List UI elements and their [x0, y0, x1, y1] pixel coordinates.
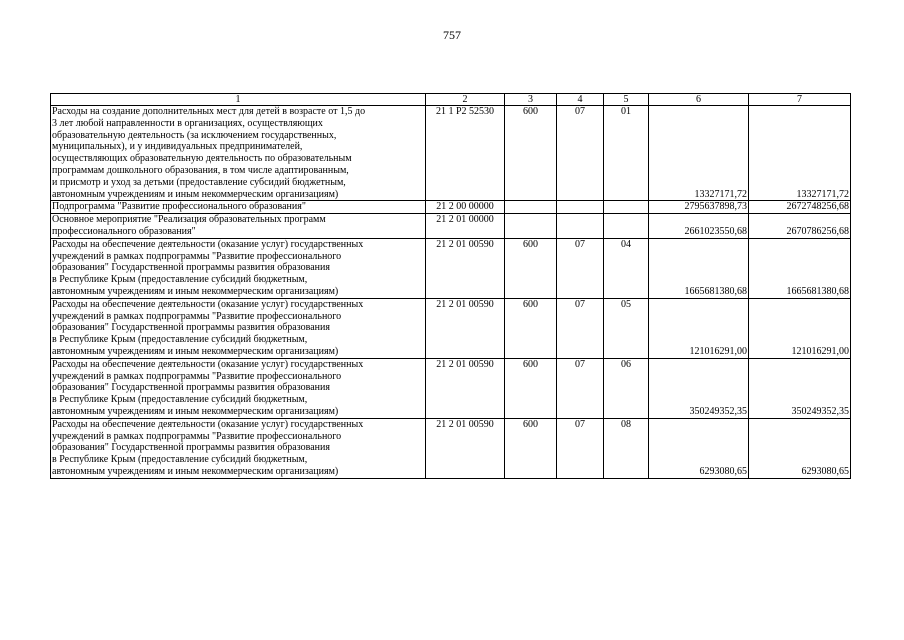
row-subsection: 08	[604, 418, 649, 478]
row-target-code: 21 2 01 00590	[426, 358, 505, 418]
row-description: Расходы на обеспечение деятельности (оказание услуг) государственных учреждений в рамках подпрограммы "Развитие профессионального образования" Государственной программы развития образования в Республике Крым (предоставление субсидий бюджетным, автономным учреждениям и иным некоммерческим организациям)	[51, 418, 426, 478]
budget-table	[50, 93, 851, 479]
row-expense-type: 600	[505, 238, 557, 298]
row-amount-year-1: 2795637898,73	[649, 201, 749, 214]
row-description: Расходы на обеспечение деятельности (оказание услуг) государственных учреждений в рамках подпрограммы "Развитие профессионального образования" Государственной программы развития образования в Республике Крым (предоставление субсидий бюджетным, автономным учреждениям и иным некоммерческим организациям)	[51, 358, 426, 418]
row-subsection	[604, 201, 649, 214]
table-row	[51, 418, 851, 478]
row-amount-year-2: 350249352,35	[749, 358, 851, 418]
row-expense-type	[505, 201, 557, 214]
table-row	[51, 238, 851, 298]
row-amount-year-1: 121016291,00	[649, 298, 749, 358]
row-target-code: 21 2 01 00590	[426, 418, 505, 478]
row-amount-year-1: 1665681380,68	[649, 238, 749, 298]
row-amount-year-1: 6293080,65	[649, 418, 749, 478]
row-description: Подпрограмма "Развитие профессионального образования"	[51, 201, 426, 214]
row-target-code: 21 2 01 00590	[426, 238, 505, 298]
table-row	[51, 214, 851, 239]
row-description: Расходы на обеспечение деятельности (оказание услуг) государственных учреждений в рамках подпрограммы "Развитие профессионального образования" Государственной программы развития образования в Республике Крым (предоставление субсидий бюджетным, автономным учреждениям и иным некоммерческим организациям)	[51, 238, 426, 298]
table-row	[51, 106, 851, 201]
row-amount-year-1: 350249352,35	[649, 358, 749, 418]
row-description: Основное мероприятие "Реализация образовательных программ профессионального образования"	[51, 214, 426, 239]
column-header: 7	[749, 94, 851, 106]
row-section	[557, 214, 604, 239]
row-description: Расходы на создание дополнительных мест для детей в возрасте от 1,5 до 3 лет любой направленности в организациях, осуществляющих образовательную деятельность (за исключением государственных, муниципальных), и у индивидуальных предпринимателей, осуществляющих образовательную деятельность по образовательным программам дошкольного образования, в том числе адаптированным, и присмотр и уход за детьми (предоставление субсидий бюджетным, автономным учреждениям и иным некоммерческим организациям)	[51, 106, 426, 201]
row-amount-year-2: 1665681380,68	[749, 238, 851, 298]
row-amount-year-1: 13327171,72	[649, 106, 749, 201]
page-number: 757	[443, 28, 461, 42]
row-section: 07	[557, 418, 604, 478]
column-header: 4	[557, 94, 604, 106]
row-section: 07	[557, 298, 604, 358]
row-amount-year-1: 2661023550,68	[649, 214, 749, 239]
row-subsection: 06	[604, 358, 649, 418]
row-expense-type	[505, 214, 557, 239]
row-expense-type: 600	[505, 298, 557, 358]
row-amount-year-2: 2672748256,68	[749, 201, 851, 214]
row-description: Расходы на обеспечение деятельности (оказание услуг) государственных учреждений в рамках подпрограммы "Развитие профессионального образования" Государственной программы развития образования в Республике Крым (предоставление субсидий бюджетным, автономным учреждениям и иным некоммерческим организациям)	[51, 298, 426, 358]
row-subsection: 04	[604, 238, 649, 298]
row-amount-year-2: 2670786256,68	[749, 214, 851, 239]
column-header: 3	[505, 94, 557, 106]
row-subsection: 01	[604, 106, 649, 201]
row-expense-type: 600	[505, 358, 557, 418]
row-target-code: 21 2 01 00000	[426, 214, 505, 239]
row-target-code: 21 2 00 00000	[426, 201, 505, 214]
row-expense-type: 600	[505, 418, 557, 478]
row-subsection	[604, 214, 649, 239]
row-section: 07	[557, 358, 604, 418]
row-target-code: 21 2 01 00590	[426, 298, 505, 358]
row-section: 07	[557, 106, 604, 201]
row-section	[557, 201, 604, 214]
row-amount-year-2: 13327171,72	[749, 106, 851, 201]
row-amount-year-2: 6293080,65	[749, 418, 851, 478]
column-header: 6	[649, 94, 749, 106]
row-amount-year-2: 121016291,00	[749, 298, 851, 358]
column-header: 1	[51, 94, 426, 106]
table-row	[51, 358, 851, 418]
table-body	[51, 94, 851, 479]
row-expense-type: 600	[505, 106, 557, 201]
column-header: 5	[604, 94, 649, 106]
row-subsection: 05	[604, 298, 649, 358]
table-row	[51, 201, 851, 214]
row-section: 07	[557, 238, 604, 298]
table-row	[51, 298, 851, 358]
row-target-code: 21 1 P2 52530	[426, 106, 505, 201]
header-row	[51, 94, 851, 106]
column-header: 2	[426, 94, 505, 106]
